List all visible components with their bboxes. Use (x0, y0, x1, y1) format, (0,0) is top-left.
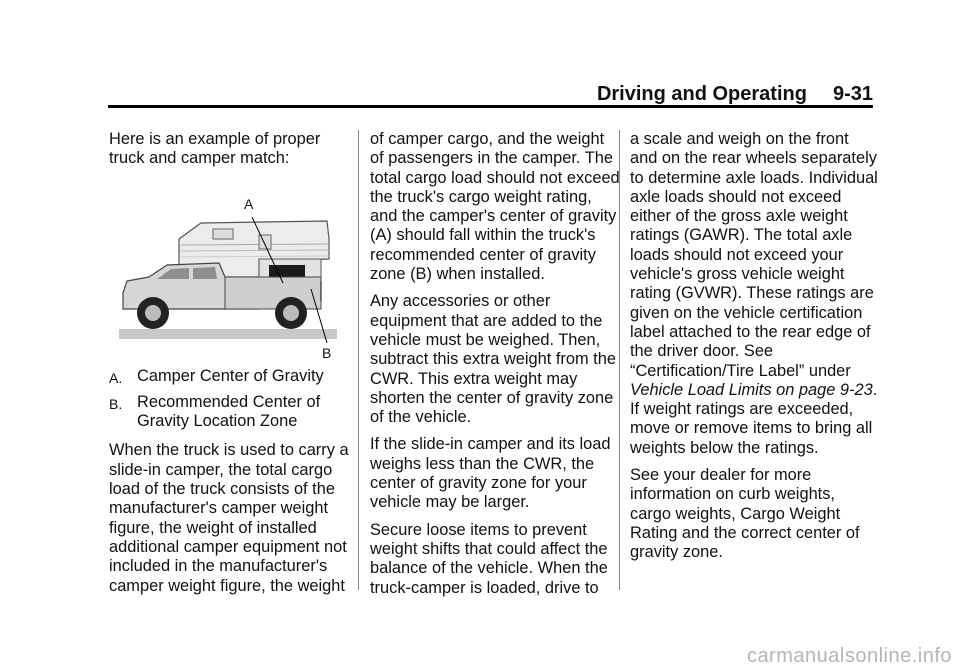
legend-item (109, 367, 359, 388)
body-paragraph: Secure loose items to prevent weight shifts that could affect the balance of the vehicle. When the truck-camper is loaded, drive to (370, 520, 608, 597)
column-1 (109, 130, 359, 604)
column-2 (370, 130, 620, 606)
callout-a: A (244, 195, 254, 212)
body-paragraph: of camper cargo, and the weight of passengers in the camper. The total cargo load should not exceed the truck's cargo weight rating, and the camper's center of gravity (A) should fall within the truck's recommended center of gravity zone (B) when installed. (370, 130, 620, 284)
header-rule (108, 105, 873, 108)
section-title: Driving and Operating (596, 83, 807, 105)
body-text: . If weight ratings are exceeded, move or remove items to bring all weights below the ratings. (630, 380, 878, 457)
truck-camper-illustration (109, 181, 359, 361)
legend-text: Recommended Center of Gravity Location Zone (137, 392, 321, 431)
legend-key: B. (109, 395, 123, 412)
page-header (0, 82, 873, 106)
truck-camper-figure (109, 181, 359, 361)
watermark: carmanualsonline.info (746, 645, 952, 667)
figure-legend (109, 367, 359, 432)
column-3 (630, 130, 880, 571)
callout-b: B (322, 344, 332, 361)
body-text: a scale and weigh on the front and on the rear wheels separately to determine axle loads. Individual axle loads should not exceed either of the gross axle weight ratings (GAWR). The total axle loads should not exceed your vehicle's gross vehicle weight rating (GVWR). These ratings are given on the vehicle certification label attached to the rear edge of the driver door. See “Certification/Tire Label” under (630, 130, 878, 380)
body-paragraph: When the truck is used to carry a slide-in camper, the total cargo load of the truck consists of the manufacturer's camper weight figure, the weight of installed additional camper equipment not included in the manufacturer's camper weight figure, the weight (109, 441, 349, 595)
legend-text: Camper Center of Gravity (137, 366, 324, 385)
legend-item (109, 393, 359, 432)
page-number: 9-31 (832, 83, 873, 105)
body-paragraph (630, 130, 880, 458)
body-paragraph: See your dealer for more information on curb weights, cargo weights, Cargo Weight Rating and the correct center of gravity zone. (630, 466, 860, 562)
cross-reference-link[interactable]: Vehicle Load Limits on page 9‑23 (630, 380, 873, 399)
body-paragraph: Any accessories or other equipment that are added to the vehicle must be weighed. Then, subtract this extra weight from the CWR. This extra weight may shorten the center of gravity zone of the vehicle. (370, 292, 616, 427)
intro-text: Here is an example of proper truck and camper match: (109, 130, 321, 168)
legend-key: A. (109, 369, 123, 386)
body-paragraph: If the slide-in camper and its load weighs less than the CWR, the center of gravity zone for your vehicle may be larger. (370, 435, 611, 512)
